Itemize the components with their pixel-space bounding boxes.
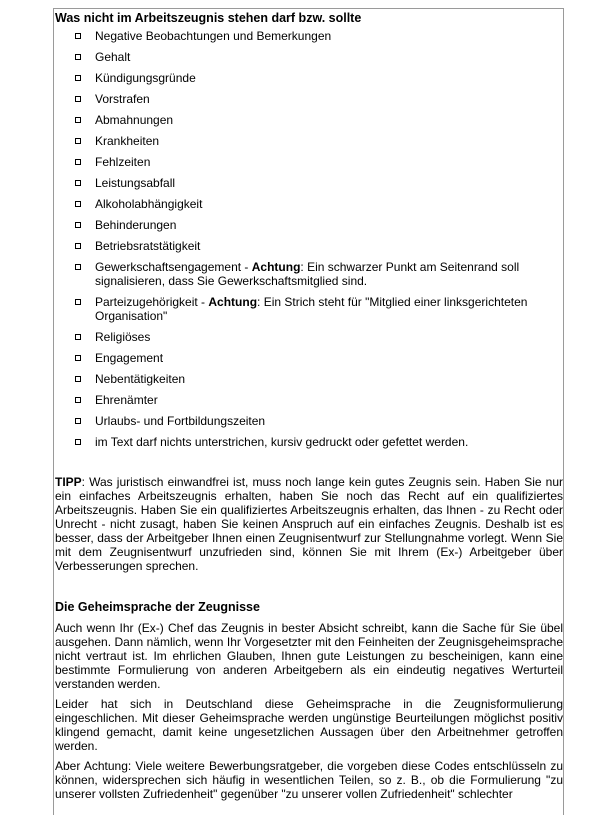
square-bullet-icon [75, 243, 81, 249]
square-bullet-icon [75, 222, 81, 228]
square-bullet-icon [75, 397, 81, 403]
square-bullet-icon [75, 96, 81, 102]
list-item: Parteizugehörigkeit - Achtung: Ein Strich steht für "Mitglied einer linksgerichteten Organisation" [55, 295, 563, 323]
list-item: Engagement [55, 351, 563, 365]
list-item: Nebentätigkeiten [55, 372, 563, 386]
square-bullet-icon [75, 201, 81, 207]
square-bullet-icon [75, 334, 81, 340]
body-paragraph: Aber Achtung: Viele weitere Bewerbungsratgeber, die vorgeben diese Codes entschlüsseln zu können, widersprechen sich häufig in wesentlichen Teilen, so z. B., ob die Formulierung "zu unserer vollsten Zufriedenheit" gegenüber "zu unserer vollen Zufriedenheit" schlechter [55, 759, 563, 801]
section-heading-secret-language: Die Geheimsprache der Zeugnisse [55, 600, 260, 614]
list-item: Behinderungen [55, 218, 563, 232]
list-item: Vorstrafen [55, 92, 563, 106]
body-paragraph: Leider hat sich in Deutschland diese Geheimsprache in die Zeugnisformulierung eingeschlichen. Mit dieser Geheimsprache werden ungünstige Beurteilungen möglichst positiv klingend gemacht, damit keine ungesetzlichen Aussagen über den Arbeitnehmer getroffen werden. [55, 697, 563, 753]
document-body [55, 10, 563, 801]
list-item: Kündigungsgründe [55, 71, 563, 85]
list-item: Alkoholabhängigkeit [55, 197, 563, 211]
square-bullet-icon [75, 180, 81, 186]
square-bullet-icon [75, 264, 81, 270]
square-bullet-icon [75, 376, 81, 382]
square-bullet-icon [75, 54, 81, 60]
square-bullet-icon [75, 138, 81, 144]
list-item: Gehalt [55, 50, 563, 64]
list-item: Leistungsabfall [55, 176, 563, 190]
list-item: Religiöses [55, 330, 563, 344]
square-bullet-icon [75, 117, 81, 123]
not-allowed-list [55, 29, 563, 449]
square-bullet-icon [75, 355, 81, 361]
list-item: Gewerkschaftsengagement - Achtung: Ein schwarzer Punkt am Seitenrand soll signalisieren, dass Sie Gewerkschaftsmitglied sind. [55, 260, 563, 288]
square-bullet-icon [75, 75, 81, 81]
list-item: im Text darf nichts unterstrichen, kursiv gedruckt oder gefettet werden. [55, 435, 563, 449]
square-bullet-icon [75, 33, 81, 39]
list-item: Urlaubs- und Fortbildungszeiten [55, 414, 563, 428]
list-item: Fehlzeiten [55, 155, 563, 169]
list-item: Ehrenämter [55, 393, 563, 407]
tipp-paragraph: TIPP: Was juristisch einwandfrei ist, muss noch lange kein gutes Zeugnis sein. Haben Sie nur ein einfaches Arbeitszeugnis erhalten, haben Sie noch das Recht auf ein qualifiziertes Arbeitszeugnis. Haben Sie ein qualifiziertes Arbeitszeugnis erhalten, das Ihnen - zu Recht oder Unrecht - nicht zusagt, haben Sie keinen Anspruch auf ein einfaches Zeugnis. Deshalb ist es besser, dass der Arbeitgeber Ihnen einen Zeugnisentwurf zur Stellungnahme vorlegt. Wenn Sie mit dem Zeugnisentwurf unzufrieden sind, können Sie mit Ihrem (Ex-) Arbeitgeber über Verbesserungen sprechen. [55, 475, 563, 573]
square-bullet-icon [75, 439, 81, 445]
section-heading-not-allowed: Was nicht im Arbeitszeugnis stehen darf bzw. sollte [55, 11, 362, 25]
list-item: Betriebsratstätigkeit [55, 239, 563, 253]
list-item: Negative Beobachtungen und Bemerkungen [55, 29, 563, 43]
tipp-label: TIPP [55, 475, 82, 489]
body-paragraph: Auch wenn Ihr (Ex-) Chef das Zeugnis in bester Absicht schreibt, kann die Sache für Sie übel ausgehen. Dann nämlich, wenn Ihr Vorgesetzter mit den Feinheiten der Zeugnisgeheimsprache nicht vertraut ist. Im ehrlichen Glauben, Ihnen gute Leistungen zu bescheinigen, kann eine bestimmte Formulierung von anderen Arbeitgebern als ein eindeutig negatives Werturteil verstanden werden. [55, 621, 563, 691]
list-item: Krankheiten [55, 134, 563, 148]
square-bullet-icon [75, 299, 81, 305]
square-bullet-icon [75, 159, 81, 165]
list-item: Abmahnungen [55, 113, 563, 127]
square-bullet-icon [75, 418, 81, 424]
